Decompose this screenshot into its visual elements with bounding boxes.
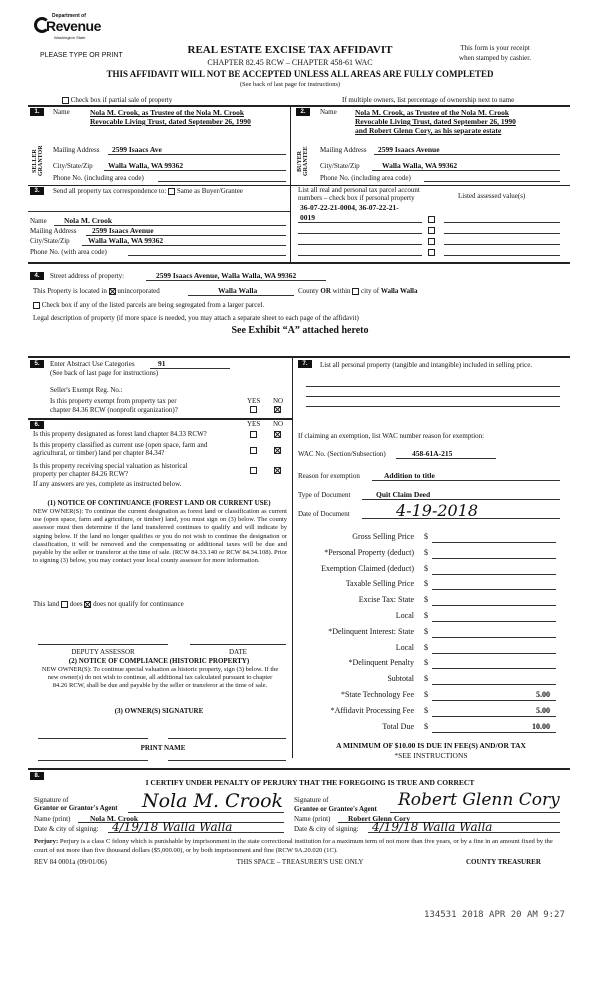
calc-row-currency: $ bbox=[424, 658, 428, 668]
continuance-body: NEW OWNER(S): To continue the current designation as forest land or classification as current use (open space, farm and agriculture, or timber) land, you must sign on (3) below. The county assessor must then determine if the land transferred continues to qualify and will indicate by signing below. If the land no longer qualifies or you do not wish to continue the designation or classification, it will be removed and the compensating or additional taxes will be due and payable by the seller or transferor at the time of sale. (RCW 84.33.140 or RCW 84.34.108). Prior to signing (3) below, you may contact your local county assessor for more information. bbox=[33, 508, 287, 565]
calc-row-line bbox=[432, 700, 556, 701]
located-label: This Property is located in bbox=[33, 287, 107, 295]
calc-row-label: *Delinquent Interest: State bbox=[328, 626, 414, 636]
calc-row-label: Taxable Selling Price bbox=[345, 579, 414, 589]
wac-value: 458-61A-215 bbox=[412, 449, 453, 458]
grantee-date-value: 4/19/18 Walla Walla bbox=[372, 820, 493, 834]
land-suffix: qualify for continuance bbox=[118, 600, 184, 608]
unincorporated-label: unincorporated bbox=[117, 287, 160, 295]
grantor-name-value: Nola M. Crook bbox=[90, 814, 138, 823]
section-8-number: 8. bbox=[30, 772, 44, 780]
nonprofit-no-checkbox[interactable] bbox=[274, 406, 281, 413]
recording-stamp: 134531 2018 APR 20 AM 9:27 bbox=[424, 910, 565, 920]
calc-row-currency: $ bbox=[424, 705, 428, 715]
parcel-3-checkbox[interactable] bbox=[428, 238, 435, 245]
historic-yes-wrap bbox=[250, 466, 257, 474]
calc-row-currency: $ bbox=[424, 690, 428, 699]
current-use-question-2: agricultural, or timber) land per chapter 84.34? bbox=[33, 449, 165, 457]
grantee-name-label: Name (print) bbox=[294, 815, 331, 823]
calc-row-line bbox=[432, 542, 556, 543]
partial-sale-row bbox=[62, 96, 172, 104]
calc-row-label: Total Due bbox=[382, 721, 414, 731]
see-instructions-note: *SEE INSTRUCTIONS bbox=[394, 751, 468, 760]
personal-property-label: List all personal property (tangible and intangible) included in selling price. bbox=[320, 361, 533, 369]
located-row bbox=[33, 287, 160, 295]
street-value: 2599 Isaacs Avenue, Walla Walla, WA 99362 bbox=[156, 271, 297, 280]
tax-city-value: Walla Walla, WA 99362 bbox=[88, 236, 164, 245]
buyer-name-line-3: and Robert Glenn Cory, as his separate estate bbox=[355, 126, 502, 135]
current-use-question-1: Is this property classified as current use (open space, farm and bbox=[33, 441, 208, 449]
deputy-date-label: DATE bbox=[229, 648, 247, 656]
forest-no-wrap bbox=[274, 430, 281, 438]
tax-phone-label: Phone No. (with area code) bbox=[30, 248, 107, 256]
grantee-name-value: Robert Glenn Cory bbox=[348, 814, 411, 823]
city-of-label: city of bbox=[361, 287, 380, 295]
calc-row-line bbox=[432, 653, 556, 654]
perjury-label: Perjury: bbox=[34, 838, 59, 845]
doc-type-value: Quit Claim Deed bbox=[376, 490, 431, 499]
calc-row-currency: $ bbox=[424, 532, 428, 541]
nonprofit-no-wrap bbox=[274, 405, 281, 413]
calc-row-line bbox=[432, 589, 556, 590]
calc-row-label: *Delinquent Penalty bbox=[348, 658, 414, 668]
historic-no-checkbox[interactable] bbox=[274, 467, 281, 474]
parcel-4-checkbox[interactable] bbox=[428, 249, 435, 256]
calc-row-line bbox=[432, 684, 556, 685]
tax-mail-label: Mailing Address bbox=[30, 227, 77, 235]
tax-city-label: City/State/Zip bbox=[30, 237, 70, 245]
historic-question-1: Is this property receiving special valuation as historical bbox=[33, 462, 188, 470]
partial-sale-label: Check box if partial sale of property bbox=[70, 96, 173, 104]
logo-word: Revenue bbox=[46, 18, 101, 34]
parcels-line-1: 36-07-22-21-0004, 36-07-22-21- bbox=[300, 203, 399, 212]
legal-description-label: Legal description of property (if more space is needed, you may attach a separate sheet to each page of the affidavit) bbox=[33, 314, 359, 322]
sec6-yes-header: YES bbox=[247, 420, 261, 428]
see-back-note: (See back of last page for instructions) bbox=[239, 81, 341, 88]
grantor-name-label: Name (print) bbox=[34, 815, 71, 823]
nonprofit-question-2: chapter 84.36 RCW (nonprofit organization)? bbox=[50, 406, 178, 414]
buyer-side-label: BUYER GRANTEE bbox=[297, 146, 309, 176]
doc-date-label: Date of Document bbox=[298, 510, 350, 518]
tax-name-value: Nola M. Crook bbox=[64, 216, 112, 225]
doc-date-value: 4-19-2018 bbox=[396, 501, 479, 520]
buyer-mail-label: Mailing Address bbox=[320, 146, 367, 154]
grantee-signature: Robert Glenn Cory bbox=[398, 790, 560, 810]
seller-phone-label: Phone No. (including area code) bbox=[53, 174, 144, 182]
form-warning: THIS AFFIDAVIT WILL NOT BE ACCEPTED UNLESS ALL AREAS ARE FULLY COMPLETED bbox=[106, 69, 494, 79]
county-value: Walla Walla bbox=[218, 286, 258, 295]
wac-note: If claiming an exemption, list WAC number reason for exemption: bbox=[298, 432, 485, 440]
compliance-title: (2) NOTICE OF COMPLIANCE (HISTORIC PROPERTY) bbox=[68, 657, 250, 665]
current-use-yes-checkbox[interactable] bbox=[250, 447, 257, 454]
form-chapters: CHAPTER 82.45 RCW – CHAPTER 458-61 WAC bbox=[207, 58, 373, 67]
calc-row-label: Subtotal bbox=[387, 674, 414, 684]
sec5-yes-header: YES bbox=[247, 397, 261, 405]
calc-row-currency: $ bbox=[424, 626, 428, 636]
calc-row-currency: $ bbox=[424, 611, 428, 620]
calc-row-line bbox=[432, 574, 556, 575]
partial-sale-checkbox[interactable] bbox=[62, 97, 69, 104]
sec5-no-header: NO bbox=[273, 397, 284, 405]
parcel-1-checkbox-wrap bbox=[428, 215, 435, 223]
calc-row-label: *Personal Property (deduct) bbox=[324, 547, 414, 557]
perjury-statement bbox=[34, 838, 564, 855]
send-correspondence-label: Send all property tax correspondence to: bbox=[53, 187, 167, 195]
calc-row-currency: $ bbox=[424, 642, 428, 652]
historic-question-2: property per chapter 84.26 RCW? bbox=[33, 470, 129, 478]
calc-row-value: 5.00 bbox=[536, 690, 550, 699]
parcel-2-checkbox-wrap bbox=[428, 226, 435, 234]
section-5-number: 5. bbox=[30, 360, 44, 368]
parcel-note-1: List all real and personal tax parcel account bbox=[298, 186, 420, 194]
calc-row-line bbox=[432, 637, 556, 638]
seller-name-line-1: Nola M. Crook, as Trustee of the Nola M. Crook bbox=[90, 108, 245, 117]
reason-label: Reason for exemption bbox=[298, 472, 360, 480]
grantee-sig-label-1: Signature of bbox=[294, 796, 329, 804]
parcel-note-2: numbers – check box if personal property bbox=[298, 194, 415, 202]
section-7-number: 7. bbox=[298, 360, 312, 368]
calc-row-label: *Affidavit Processing Fee bbox=[330, 705, 414, 715]
calc-row-line bbox=[432, 605, 556, 606]
form-revision: REV 84 0001a (09/01/06) bbox=[34, 858, 107, 866]
historic-yes-checkbox[interactable] bbox=[250, 467, 257, 474]
calc-row-line bbox=[432, 668, 556, 669]
calc-row-currency: $ bbox=[424, 595, 428, 605]
receipt-note-2: when stamped by cashier. bbox=[459, 54, 531, 62]
parcel-3-checkbox-wrap bbox=[428, 237, 435, 245]
tax-mail-value: 2599 Isaacs Avenue bbox=[92, 226, 154, 235]
county-treasurer-label: COUNTY TREASURER bbox=[466, 858, 541, 866]
street-label: Street address of property: bbox=[50, 272, 125, 280]
print-note: PLEASE TYPE OR PRINT bbox=[40, 52, 123, 59]
county-label: County bbox=[298, 287, 319, 295]
owner-signature-title: (3) OWNER(S) SIGNATURE bbox=[114, 707, 204, 715]
compliance-body: NEW OWNER(S): To continue special valuation as historic property, sign (3) below. If the new owner(s) do not wish to continue, all additional tax calculated pursuant to chapter 84.26 RCW, shall be due and payable by the seller or transferor at the time of sale. bbox=[41, 666, 279, 689]
buyer-phone-label: Phone No. (including area code) bbox=[320, 174, 411, 182]
logo bbox=[34, 10, 101, 44]
exhibit-reference: See Exhibit “A” attached hereto bbox=[231, 325, 369, 336]
seller-name-label: Name bbox=[53, 108, 70, 116]
sec6-no-header: NO bbox=[273, 420, 284, 428]
print-name-label: PRINT NAME bbox=[140, 744, 186, 752]
multiple-owners-note: If multiple owners, list percentage of ownership next to name bbox=[342, 96, 515, 104]
county-or: OR bbox=[320, 287, 331, 295]
calc-row-currency: $ bbox=[424, 547, 428, 557]
parcel-1-checkbox[interactable] bbox=[428, 216, 435, 223]
buyer-name-label: Name bbox=[320, 108, 337, 116]
parcel-2-checkbox[interactable] bbox=[428, 227, 435, 234]
section-4-number: 4. bbox=[30, 272, 44, 280]
calc-row-value: 5.00 bbox=[536, 705, 550, 715]
land-qualify-row bbox=[33, 600, 184, 608]
section-6-number: 6. bbox=[30, 421, 44, 429]
land-does-not-checkbox[interactable] bbox=[84, 601, 91, 608]
abstract-see-back: (See back of last page for instructions) bbox=[50, 369, 159, 377]
segregated-row bbox=[33, 301, 264, 309]
calc-row-label: Gross Selling Price bbox=[352, 532, 414, 541]
nonprofit-yes-wrap bbox=[250, 405, 257, 413]
forest-no-checkbox[interactable] bbox=[274, 431, 281, 438]
buyer-mail-value: 2599 Isaacs Avenue bbox=[378, 145, 440, 154]
section-1-number: 1. bbox=[30, 108, 44, 116]
perjury-text: Perjury is a class C felony which is punishable by imprisonment in the state correctional institution for a maximum term of not more than five years, or by a fine in an amount fixed by the court of not more than five thousand dollars ($5,000.00), or by both imprisonment and fine (RCW 9A.20.020 (1C). bbox=[34, 838, 553, 854]
forest-yes-wrap bbox=[250, 430, 257, 438]
seller-city-label: City/State/Zip bbox=[53, 162, 93, 170]
deputy-assessor-label: DEPUTY ASSESSOR bbox=[71, 648, 135, 656]
seller-side-label: SELLER GRANTOR bbox=[32, 145, 44, 177]
grantor-sig-label-2: Grantor or Grantor's Agent bbox=[34, 804, 118, 812]
grantor-date-value: 4/19/18 Walla Walla bbox=[112, 820, 233, 834]
nonprofit-question-1: Is this property exempt from property tax per bbox=[50, 397, 177, 405]
section-2-number: 2. bbox=[296, 108, 310, 116]
minimum-due-note: A MINIMUM OF $10.00 IS DUE IN FEE(S) AND/OR TAX bbox=[336, 741, 526, 750]
calc-row-line bbox=[432, 558, 556, 559]
certify-statement: I CERTIFY UNDER PENALTY OF PERJURY THAT THE FOREGOING IS TRUE AND CORRECT bbox=[145, 778, 475, 787]
treasurer-use-only: THIS SPACE – TREASURER'S USE ONLY bbox=[236, 858, 364, 866]
parcel-4-checkbox-wrap bbox=[428, 248, 435, 256]
forest-yes-checkbox[interactable] bbox=[250, 431, 257, 438]
buyer-city-value: Walla Walla, WA 99362 bbox=[382, 161, 458, 170]
city-checkbox[interactable] bbox=[352, 288, 359, 295]
segregated-checkbox[interactable] bbox=[33, 302, 40, 309]
calc-row-currency: $ bbox=[424, 674, 428, 684]
current-use-no-wrap bbox=[274, 446, 281, 454]
seller-mail-label: Mailing Address bbox=[53, 146, 100, 154]
tax-name-label: Name bbox=[30, 217, 47, 225]
reason-value: Addition to title bbox=[384, 471, 435, 480]
land-does-checkbox[interactable] bbox=[61, 601, 68, 608]
land-does-not-label: does not bbox=[93, 600, 117, 608]
historic-no-wrap bbox=[274, 466, 281, 474]
calc-row-line bbox=[432, 732, 556, 733]
abstract-use-value: 91 bbox=[158, 359, 166, 368]
calc-row-value: 10.00 bbox=[532, 721, 550, 731]
calc-row-line bbox=[432, 716, 556, 717]
seller-name-line-2: Revocable Living Trust, dated September 26, 1990 bbox=[90, 117, 251, 126]
calc-row-label: Local bbox=[395, 611, 414, 620]
land-prefix: This land bbox=[33, 600, 60, 608]
grantee-sig-label-2: Grantee or Grantee's Agent bbox=[294, 805, 377, 813]
calc-row-currency: $ bbox=[424, 563, 428, 573]
calc-row-currency: $ bbox=[424, 579, 428, 589]
form-title: REAL ESTATE EXCISE TAX AFFIDAVIT bbox=[187, 44, 393, 56]
grantor-sig-label-1: Signature of bbox=[34, 796, 69, 804]
calc-row-label: Exemption Claimed (deduct) bbox=[321, 563, 414, 573]
exempt-reg-label: Seller's Exempt Reg. No.: bbox=[50, 386, 123, 394]
buyer-name-line-2: Revocable Living Trust, dated September 26, 1990 bbox=[355, 117, 516, 126]
calc-row-label: Local bbox=[395, 642, 414, 652]
segregated-label: Check box if any of the listed parcels are being segregated from a larger parcel. bbox=[41, 301, 265, 309]
answers-note: If any answers are yes, complete as instructed below. bbox=[33, 480, 182, 488]
continuance-title: (1) NOTICE OF CONTINUANCE (FOREST LAND OR CURRENT USE) bbox=[47, 499, 271, 507]
grantor-signature: Nola M. Crook bbox=[142, 790, 284, 812]
buyer-name-line-1: Nola M. Crook, as Trustee of the Nola M. Crook bbox=[355, 108, 510, 117]
seller-city-value: Walla Walla, WA 99362 bbox=[108, 161, 184, 170]
wac-label: WAC No. (Section/Subsection) bbox=[298, 450, 386, 458]
calc-row-label: *State Technology Fee bbox=[340, 690, 414, 699]
nonprofit-yes-checkbox[interactable] bbox=[250, 406, 257, 413]
seller-mail-value: 2599 Isaacs Ave bbox=[112, 145, 162, 154]
receipt-note-1: This form is your receipt bbox=[460, 44, 530, 52]
current-use-no-checkbox[interactable] bbox=[274, 447, 281, 454]
calc-row-currency: $ bbox=[424, 721, 428, 731]
same-as-buyer-label: Same as Buyer/Grantee bbox=[176, 187, 243, 195]
grantor-date-label: Date & city of signing: bbox=[34, 825, 99, 833]
abstract-use-label: Enter Abstract Use Categories bbox=[50, 360, 135, 368]
doc-type-label: Type of Document bbox=[298, 491, 351, 499]
unincorporated-checkbox[interactable] bbox=[109, 288, 116, 295]
section-3-number: 3. bbox=[30, 187, 44, 195]
grantee-date-label: Date & city of signing: bbox=[294, 825, 359, 833]
within-label: within bbox=[332, 287, 351, 295]
calc-row-label: Excise Tax: State bbox=[358, 595, 414, 605]
city-value: Walla Walla bbox=[380, 287, 418, 295]
calc-row-line bbox=[432, 621, 556, 622]
land-does-label: does bbox=[69, 600, 83, 608]
parcels-line-2: 0019 bbox=[300, 213, 315, 222]
current-use-yes-wrap bbox=[250, 446, 257, 454]
send-correspondence bbox=[53, 187, 243, 195]
logo-dept: Department of bbox=[52, 13, 86, 19]
same-as-buyer-checkbox[interactable] bbox=[168, 188, 175, 195]
buyer-city-label: City/State/Zip bbox=[320, 162, 360, 170]
county-row bbox=[298, 287, 417, 295]
logo-state: Washington State bbox=[54, 35, 86, 40]
forest-question: Is this property designated as forest land chapter 84.33 RCW? bbox=[33, 430, 207, 438]
assessed-values-label: Listed assessed value(s) bbox=[458, 192, 526, 200]
